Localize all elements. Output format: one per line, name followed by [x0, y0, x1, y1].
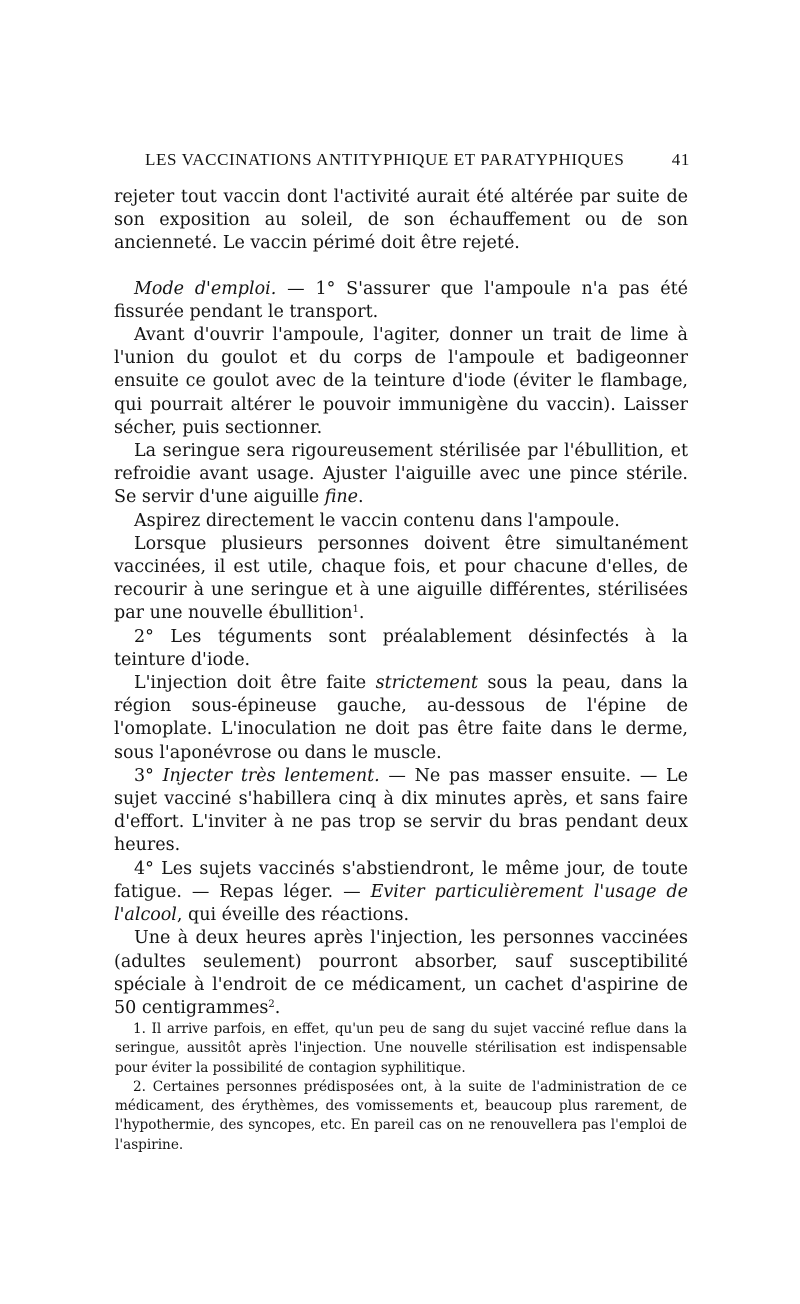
footnote-1: 1. Il arrive parfois, en effet, qu'un peu de sang du sujet vacciné reflue dans la seringue, aussitôt après l'injection. Une nouvelle stérilisation est indispensable pour éviter la possibilité de contagion syphilitique.	[115, 1021, 687, 1076]
paragraph: Aspirez directement le vaccin contenu dans l'ampoule.	[134, 510, 620, 531]
paragraph: Une à deux heures après l'injection, les personnes vaccinées (adultes seulement) pourront absorber, sauf susceptibilité spéciale à l'endroit de ce médicament, un cachet d'aspirine de 50 centigrammes$^2$.	[114, 928, 688, 1018]
running-header-title: LES VACCINATIONS ANTITYPHIQUE ET PARATYPHIQUES	[145, 150, 625, 169]
paragraph: L'injection doit être faite strictement sous la peau, dans la région sous-épineuse gauche, au-dessous de l'épine de l'omoplate. L'inoculation ne doit pas être faite dans le derme, sous l'aponévrose ou dans le muscle.	[114, 673, 688, 763]
paragraph: 4° Les sujets vaccinés s'abstiendront, le même jour, de toute fatigue. — Repas léger. — Eviter particulièrement l'usage de l'alcool, qui éveille des réactions.	[114, 858, 688, 926]
footnote-ref: 2	[268, 998, 275, 1010]
paragraph: Lorsque plusieurs personnes doivent être simultanément vaccinées, il est utile, chaque fois, et pour chacune d'elles, de recourir à une seringue et à une aiguille différentes, stérilisées par une nouvelle ébullition$^1$.	[114, 533, 688, 624]
section-label: Mode d'emploi.	[134, 278, 277, 299]
paragraph: 3° Injecter très lentement. — Ne pas masser ensuite. — Le sujet vacciné s'habillera cinq à dix minutes après, et sans faire d'effort. L'inviter à ne pas trop se servir du bras pendant deux heures.	[114, 765, 689, 856]
page-number: 41	[671, 150, 690, 169]
paragraph: La seringue sera rigoureusement stérilisée par l'ébullition, et refroidie avant usage. Ajuster l'aiguille avec une pince stérile. Se servir d'une aiguille fine.	[114, 441, 688, 508]
paragraph: Avant d'ouvrir l'ampoule, l'agiter, donner un trait de lime à l'union du goulot et du corps de l'ampoule et badigeonner ensuite ce goulot avec de la teinture d'iode (éviter le flambage, qui pourrait altérer le pouvoir immunigène du vaccin). Laisser sécher, puis sectionner.	[114, 325, 688, 438]
paragraph-mode-emploi: Mode d'emploi. — 1° S'assurer que l'ampoule n'a pas été fissurée pendant le transport.	[114, 278, 688, 322]
footnotes	[115, 1020, 687, 1155]
running-header	[145, 150, 690, 174]
footnote-2: 2. Certaines personnes prédisposées ont, à la suite de l'administration de ce médicament, des érythèmes, des vomissements et, beaucoup plus rarement, de l'hypothermie, des syncopes, etc. En pareil cas on ne renouvellera pas l'emploi de l'aspirine.	[115, 1078, 687, 1153]
paragraph: 2° Les téguments sont préalablement désinfectés à la teinture d'iode.	[114, 626, 688, 670]
main-text	[114, 186, 688, 1020]
footnote-ref: 1	[352, 604, 359, 616]
paragraph: rejeter tout vaccin dont l'activité aurait été altérée par suite de son exposition au soleil, de son échauffement ou de son ancienneté. Le vaccin périmé doit être rejeté.	[114, 187, 688, 254]
